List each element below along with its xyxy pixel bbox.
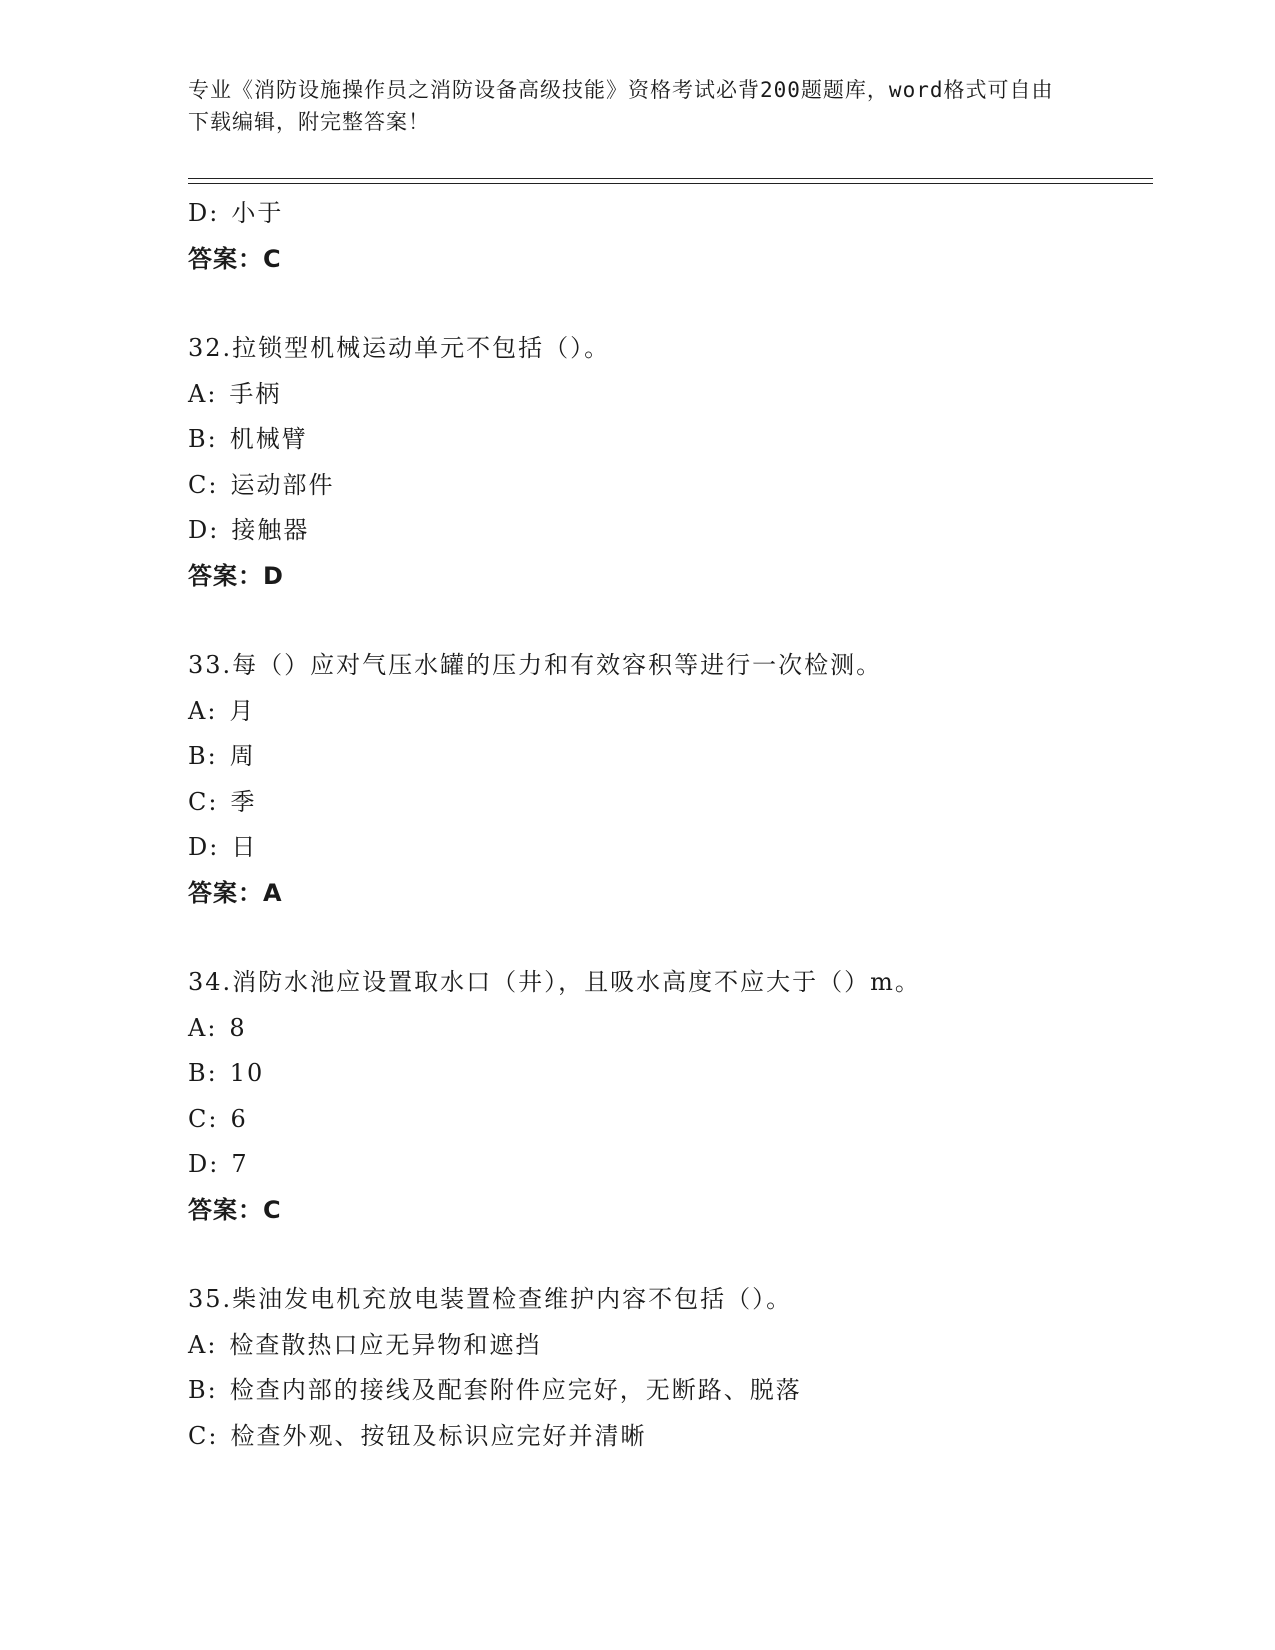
question-list — [188, 191, 1148, 1459]
option-text: 8 — [229, 1013, 247, 1042]
option-text: 季 — [230, 787, 257, 816]
option-text: 检查内部的接线及配套附件应完好，无断路、脱落 — [229, 1376, 802, 1404]
option-line — [188, 463, 1148, 509]
option-text: 周 — [229, 742, 256, 770]
option-line — [188, 372, 1148, 418]
answer-line: 答案：C — [188, 1195, 282, 1224]
question-stem: 34.消防水池应设置取水口（井），且吸水高度不应大于（）m。 — [188, 968, 921, 996]
option-line — [188, 191, 1148, 237]
option-line — [188, 1097, 1148, 1143]
option-line — [188, 1006, 1148, 1052]
option-key: A: — [188, 379, 218, 408]
option-line — [188, 508, 1148, 554]
option-text: 检查外观、按钮及标识应完好并清晰 — [230, 1421, 647, 1450]
answer-line: 答案：A — [188, 878, 283, 907]
option-key: C: — [188, 470, 219, 499]
option-key: B: — [188, 425, 218, 453]
answer-line: 答案：D — [188, 561, 284, 590]
option-key: A: — [188, 1013, 218, 1042]
option-key: D: — [188, 199, 220, 227]
option-text: 机械臂 — [229, 425, 308, 453]
option-line — [188, 1051, 1148, 1097]
option-line — [188, 689, 1148, 735]
option-key: B: — [188, 1059, 218, 1087]
option-line — [188, 1142, 1148, 1188]
option-line — [188, 1368, 1148, 1414]
document-header — [188, 74, 1068, 138]
option-text: 月 — [229, 696, 256, 725]
option-line — [188, 825, 1148, 871]
option-key: C: — [188, 1421, 219, 1450]
option-key: A: — [188, 1330, 218, 1359]
header-text: 专业《消防设施操作员之消防设备高级技能》资格考试必背200题题库，word格式可自由下载编辑，附完整答案！ — [188, 78, 1054, 134]
option-key: B: — [188, 1376, 218, 1404]
option-key: C: — [188, 787, 219, 816]
option-text: 6 — [230, 1104, 248, 1133]
question-stem: 33.每（）应对气压水罐的压力和有效容积等进行一次检测。 — [188, 651, 883, 679]
question-stem: 32.拉锁型机械运动单元不包括（）。 — [188, 334, 611, 362]
option-text: 10 — [229, 1059, 265, 1087]
option-text: 日 — [231, 833, 258, 861]
option-key: C: — [188, 1104, 219, 1133]
option-key: D: — [188, 516, 220, 544]
option-key: B: — [188, 742, 218, 770]
answer-line: 答案：C — [188, 244, 282, 273]
option-text: 运动部件 — [230, 470, 335, 499]
header-divider-bottom — [188, 183, 1153, 184]
option-text: 小于 — [231, 199, 284, 227]
option-text: 手柄 — [229, 379, 282, 408]
option-key: D: — [188, 833, 220, 861]
option-text: 7 — [231, 1150, 249, 1178]
option-text: 检查散热口应无异物和遮挡 — [229, 1330, 542, 1359]
option-key: A: — [188, 696, 218, 725]
option-key: D: — [188, 1150, 220, 1178]
option-line — [188, 417, 1148, 463]
option-text: 接触器 — [231, 516, 310, 544]
option-line — [188, 1414, 1148, 1460]
option-line — [188, 1323, 1148, 1369]
option-line — [188, 734, 1148, 780]
header-divider-top — [188, 178, 1153, 179]
question-stem: 35.柴油发电机充放电装置检查维护内容不包括（）。 — [188, 1285, 793, 1313]
option-line — [188, 780, 1148, 826]
